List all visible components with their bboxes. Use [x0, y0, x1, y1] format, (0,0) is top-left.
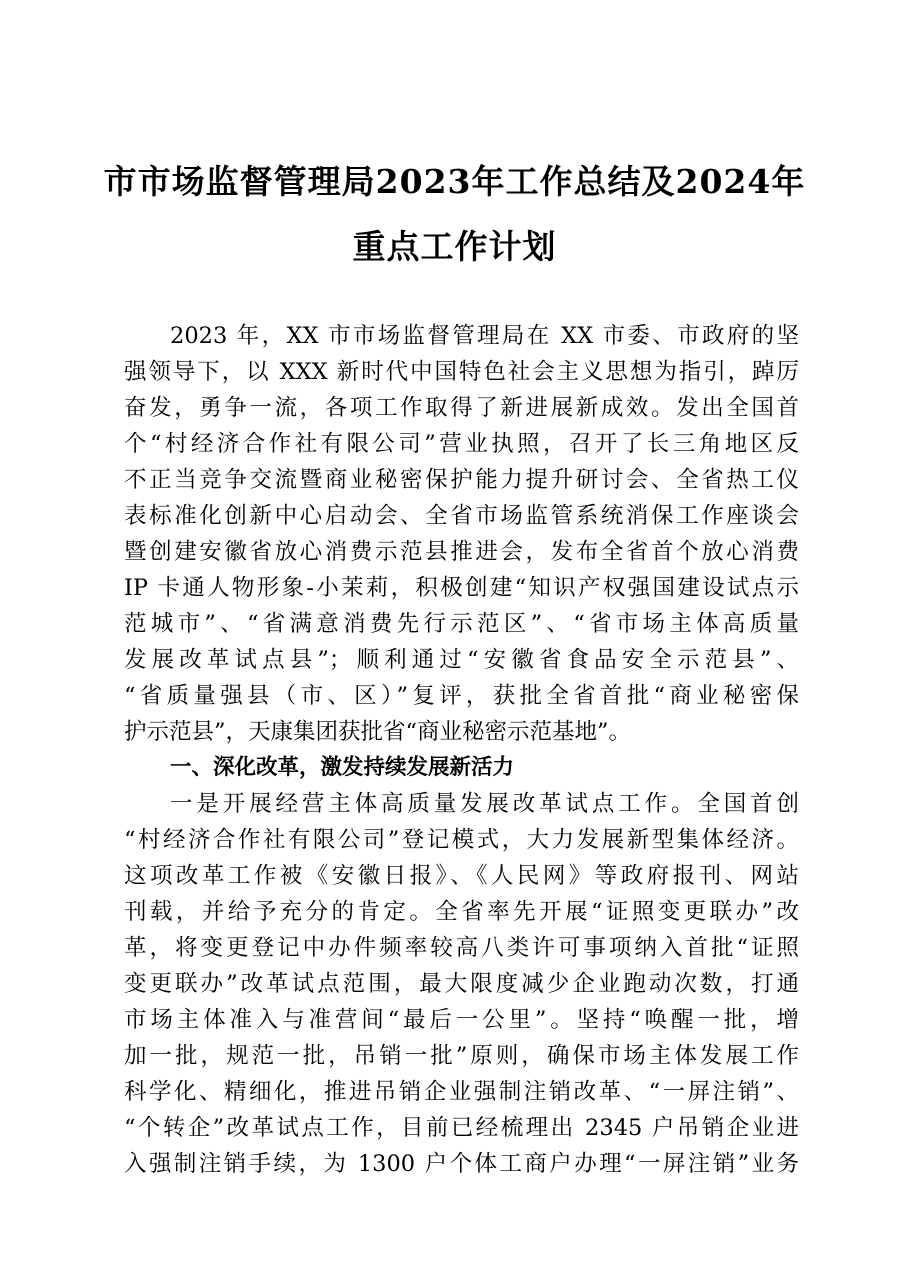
paragraph-line: 强领导下，以 XXX 新时代中国特色社会主义思想为指引，踔厉: [124, 359, 799, 385]
paragraph-line: 刊载，并给予充分的肯定。全省率先开展“证照变更联办”改: [124, 899, 799, 925]
paragraph-line: 一是开展经营主体高质量发展改革试点工作。全国首创: [170, 791, 799, 817]
paragraph-line: 入强制注销手续，为 1300 户个体工商户办理“一屏注销”业务: [124, 1151, 799, 1177]
document-title-line-2: 重点工作计划: [352, 227, 557, 266]
paragraph-line: 变更联办”改革试点范围，最大限度减少企业跑动次数，打通: [124, 971, 799, 997]
paragraph-line: 范城市”、“省满意消费先行示范区”、“省市场主体高质量: [124, 611, 799, 637]
paragraph-line: 科学化、精细化，推进吊销企业强制注销改革、“一屏注销”、: [124, 1079, 799, 1105]
paragraph-line: 表标准化创新中心启动会、全省市场监管系统消保工作座谈会: [124, 503, 799, 529]
paragraph-line: 不正当竞争交流暨商业秘密保护能力提升研讨会、全省热工仪: [124, 467, 799, 493]
paragraph-line: 发展改革试点县”；顺利通过“安徽省食品安全示范县”、: [124, 647, 799, 673]
paragraph-line: 市场主体准入与准营间“最后一公里”。坚持“唤醒一批，增: [124, 1007, 799, 1033]
paragraph-line: 加一批，规范一批，吊销一批”原则，确保市场主体发展工作: [124, 1043, 799, 1069]
paragraph-line: 这项改革工作被《安徽日报》、《人民网》等政府报刊、网站: [124, 863, 799, 889]
paragraph-line: “省质量强县（市、区）”复评，获批全省首批“商业秘密保: [124, 683, 799, 709]
section-heading: 一、深化改革，激发持续发展新活力: [170, 755, 515, 780]
paragraph-line: 个“村经济合作社有限公司”营业执照，召开了长三角地区反: [124, 431, 799, 457]
paragraph-line: 护示范县”，天康集团获批省“商业秘密示范基地”。: [124, 719, 632, 745]
document-title-line-1: 市市场监督管理局2023年工作总结及2024年: [103, 162, 806, 201]
paragraph-line: 暨创建安徽省放心消费示范县推进会，发布全省首个放心消费: [124, 539, 799, 565]
paragraph-line: 奋发，勇争一流，各项工作取得了新进展新成效。发出全国首: [124, 395, 799, 421]
paragraph-line: “个转企”改革试点工作，目前已经梳理出 2345 户吊销企业进: [124, 1115, 799, 1141]
paragraph-line: IP 卡通人物形象-小茉莉，积极创建“知识产权强国建设试点示: [124, 575, 799, 601]
paragraph-line: 2023 年，XX 市市场监督管理局在 XX 市委、市政府的坚: [170, 323, 799, 349]
paragraph-line: “村经济合作社有限公司”登记模式，大力发展新型集体经济。: [124, 827, 799, 853]
paragraph-line: 革，将变更登记中办件频率较高八类许可事项纳入首批“证照: [124, 935, 799, 961]
